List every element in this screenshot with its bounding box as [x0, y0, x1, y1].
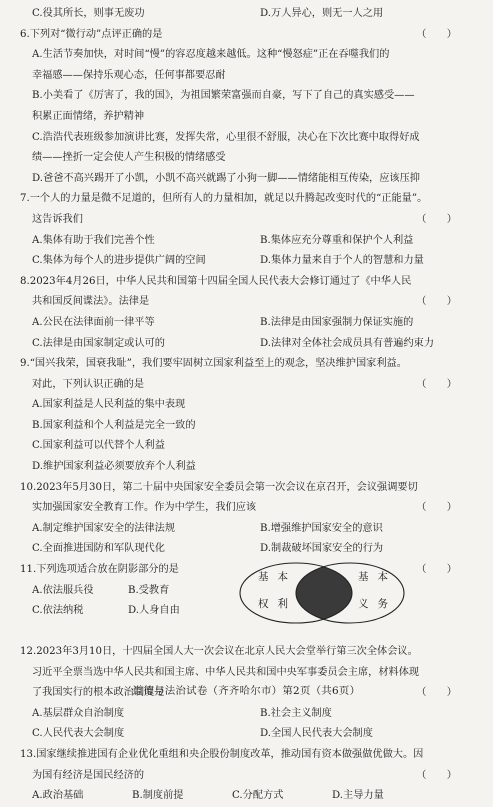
q6-stem-line — [20, 25, 483, 46]
q12-answer-paren: （ ） — [416, 687, 457, 699]
q13-option-d: D.主导力量 — [332, 790, 384, 802]
q7-option-d: D.集体力量来自于个人的智慧和力量 — [260, 255, 424, 267]
q7-option-c: C.集体为每个人的进步提供广阔的空间 — [32, 255, 206, 267]
q5-options-row — [20, 4, 483, 25]
q6-option-a-line1: A.生活节奏加快，对时间“慢”的容忍度越来越低。这种“慢怒症”正在吞噬我们的 — [32, 49, 390, 61]
q9-answer-paren: （ ） — [416, 378, 457, 390]
q11-answer-paren: （ ） — [416, 564, 457, 576]
q10-answer-paren: （ ） — [416, 502, 457, 514]
q11-options-ab — [20, 581, 230, 602]
q11-option-a: A.依法服兵役 — [32, 584, 94, 596]
q7-stem-line2 — [20, 210, 483, 231]
q6-option-c-line2: 绩——挫折一定会使人产生积极的情绪感受 — [32, 152, 226, 164]
q10-options-ab — [20, 519, 483, 540]
q7-options-ab — [20, 231, 483, 252]
q9-option-a: A.国家利益是人民利益的集中表现 — [32, 399, 186, 411]
q5-option-c: C.役其所长，则事无废功 — [32, 8, 145, 19]
q10-stem-line2 — [20, 498, 483, 519]
q10-option-c: C.全面推进国防和军队现代化 — [32, 543, 165, 555]
q12-stem-3: 了我国实行的根本政治制度是 — [32, 687, 165, 699]
q8-option-c: C.法律是由国家制定或认可的 — [32, 337, 165, 349]
q7-option-a: A.集体有助于我们完善个性 — [32, 234, 155, 246]
q11-option-c: C.依法纳税 — [32, 605, 84, 617]
q12-option-d: D.全国人民代表大会制度 — [260, 728, 373, 740]
q7-stem-2: 这告诉我们 — [32, 213, 83, 225]
q11-stem: 11.下列选项适合放在阴影部分的是 — [20, 564, 179, 576]
venn-left-label-2: 权利 — [258, 598, 297, 611]
q8-options-ab — [20, 313, 483, 334]
q6-option-d-line1: D.爸爸不高兴踢开了小凯，小凯不高兴就踢了小狗一脚——情绪能相互传染，应该压抑 — [32, 172, 420, 184]
venn-left-label-1: 基本 — [258, 571, 297, 584]
q6-answer-paren: （ ） — [416, 28, 457, 40]
q12-options-ab — [20, 704, 483, 725]
q8-stem-line2 — [20, 292, 483, 313]
q7-stem-line1: 7.一个人的力量是微不足道的，但所有人的力量相加，就足以升腾起改变时代的“正能量”。 — [20, 193, 428, 205]
q9-option-d: D.维护国家利益必须要放弃个人利益 — [32, 461, 196, 473]
q7-options-cd — [20, 251, 483, 272]
q11-option-b: B.受教育 — [128, 584, 170, 596]
q8-option-d: D.法律对全体社会成员具有普遍约束力 — [260, 337, 435, 349]
q9-stem-line2 — [20, 375, 483, 396]
q11-option-d: D.人身自由 — [128, 605, 180, 617]
q8-options-cd — [20, 334, 483, 355]
q8-option-b: B.法律是由国家强制力保证实施的 — [260, 316, 414, 328]
q13-option-a: A.政治基础 — [32, 790, 84, 802]
q12-option-c: C.人民代表大会制度 — [32, 728, 125, 740]
q10-option-b: B.增强维护国家安全的意识 — [260, 522, 383, 534]
q11-block — [20, 560, 483, 642]
q7-option-b: B.集体应充分尊重和保护个人利益 — [260, 234, 414, 246]
q12-stem-line2: 习近平全票当选中华人民共和国主席、中华人民共和国中央军事委员会主席，材料体现 — [32, 666, 420, 678]
q12-option-a: A.基层群众自治制度 — [32, 707, 125, 719]
q13-option-b: B.制度前提 — [132, 790, 184, 802]
q10-option-d: D.制裁破坏国家安全的行为 — [260, 543, 384, 555]
q5-option-d: D.万人异心，则无一人之用 — [260, 8, 384, 19]
q12-option-b: B.社会主义制度 — [260, 707, 332, 719]
q13-stem-line1: 13.国家继续推进国有企业优化重组和央企股份制度改革，推动国有资本做强做优做大。因 — [20, 749, 424, 760]
q9-option-b: B.国家利益和个人利益是完全一致的 — [32, 419, 196, 431]
q6-option-b-line1: B.小美看了《厉害了，我的国》，为祖国繁荣富强而自豪，写下了自己的真实感受—— — [32, 90, 415, 102]
q9-stem-line1: 9.“国兴我荣，国衰我耻”，我们要牢固树立国家利益至上的观念，坚决维护国家利益。 — [20, 358, 407, 370]
q13-options — [20, 786, 483, 807]
q12-options-cd — [20, 724, 483, 745]
q8-stem-2: 共和国反间谍法》。法律是 — [32, 296, 150, 308]
venn-diagram — [236, 560, 406, 626]
page-footer: 道德与法治试卷（齐齐哈尔市）第2页（共6页） — [132, 685, 361, 697]
venn-right-label-2: 义务 — [358, 598, 397, 611]
q10-option-a: A.制定维护国家安全的法律法规 — [32, 522, 176, 534]
q8-option-a: A.公民在法律面前一律平等 — [32, 316, 155, 328]
q11-options-cd — [20, 601, 230, 622]
q13-stem-line2 — [20, 766, 483, 787]
q12-stem-line1: 12.2023年3月10日，十四届全国人大一次会议在北京人民大会堂举行第三次全体会议。 — [20, 646, 418, 658]
q9-option-c: C.国家利益可以代替个人利益 — [32, 440, 165, 452]
q9-stem-2: 对此，下列认识正确的是 — [32, 378, 145, 390]
q10-options-cd — [20, 539, 483, 560]
q6-option-c-line1: C.浩浩代表班级参加演讲比赛，发挥失常，心里很不舒服，决心在下次比赛中取得好成 — [32, 131, 420, 143]
q6-option-a-line2: 幸福感——保持乐观心态，任何事都要忍耐 — [32, 69, 226, 81]
q13-option-c: C.分配方式 — [232, 790, 284, 802]
q6-stem: 6.下列对“微行动”点评正确的是 — [20, 28, 163, 40]
q10-stem-line1: 10.2023年5月30日，第二十届中央国家安全委员会第一次会议在京召开，会议强调要切 — [20, 481, 418, 493]
q10-stem-2: 实加强国家安全教育工作。作为中学生，我们应该 — [32, 502, 257, 514]
q6-option-b-line2: 积累正面情绪，养护精神 — [32, 110, 145, 122]
venn-right-label-1: 基本 — [358, 571, 397, 584]
q7-answer-paren: （ ） — [416, 213, 457, 225]
q8-stem-line1: 8.2023年4月26日，中华人民共和国第十四届全国人民代表大会修订通过了《中华人民 — [20, 275, 412, 287]
q13-answer-paren: （ ） — [416, 769, 457, 781]
q8-answer-paren: （ ） — [416, 296, 457, 308]
q13-stem-2: 为国有经济是国民经济的 — [32, 769, 145, 781]
